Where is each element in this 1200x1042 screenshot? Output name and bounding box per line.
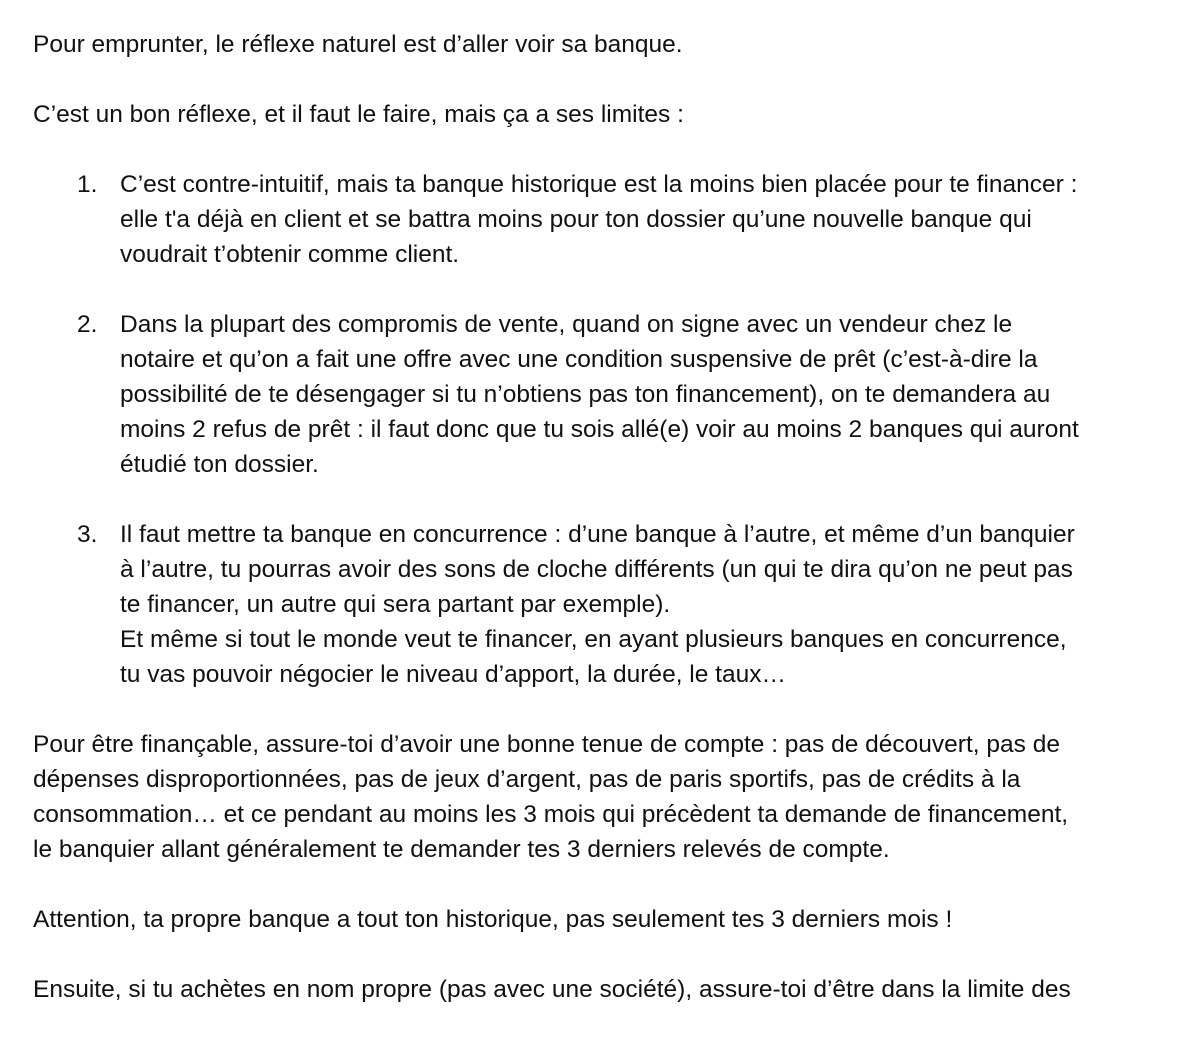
limits-list xyxy=(33,167,1173,692)
list-line: C’est contre-intuitif, mais ta banque historique est la moins bien placée pour te financer : xyxy=(120,171,1078,198)
list-line: notaire et qu’on a fait une offre avec une condition suspensive de prêt (c’est-à-dire la xyxy=(120,346,1038,373)
list-line: tu vas pouvoir négocier le niveau d’apport, la durée, le taux… xyxy=(120,661,786,688)
list-item xyxy=(33,167,1173,272)
list-line: moins 2 refus de prêt : il faut donc que tu sois allé(e) voir au moins 2 banques qui auront xyxy=(120,416,1079,443)
list-line: elle t'a déjà en client et se battra moins pour ton dossier qu’une nouvelle banque qui xyxy=(120,206,1032,233)
partial-paragraph xyxy=(33,972,1173,1007)
intro-paragraph: Pour emprunter, le réflexe naturel est d’aller voir sa banque. xyxy=(33,31,683,58)
warning-paragraph: Attention, ta propre banque a tout ton historique, pas seulement tes 3 derniers mois ! xyxy=(33,906,953,933)
paragraph-line: Ensuite, si tu achètes en nom propre (pas avec une société), assure-toi d’être dans la limite des xyxy=(33,976,1071,1003)
list-number: 3. xyxy=(77,521,98,548)
paragraph-line: Pour être finançable, assure-toi d’avoir une bonne tenue de compte : pas de découvert, pas de xyxy=(33,731,1060,758)
paragraph-line: dépenses disproportionnées, pas de jeux d’argent, pas de paris sportifs, pas de crédits à la xyxy=(33,766,1021,793)
lead-paragraph: C’est un bon réflexe, et il faut le faire, mais ça a ses limites : xyxy=(33,101,684,128)
list-number: 1. xyxy=(77,171,98,198)
list-line: possibilité de te désengager si tu n’obtiens pas ton financement), on te demandera au xyxy=(120,381,1051,408)
list-line: voudrait t’obtenir comme client. xyxy=(120,241,460,268)
list-item xyxy=(33,307,1173,482)
document-body xyxy=(33,27,1173,1042)
list-item xyxy=(33,517,1173,692)
list-line: Dans la plupart des compromis de vente, quand on signe avec un vendeur chez le xyxy=(120,311,1013,338)
financing-paragraph xyxy=(33,727,1173,867)
list-number: 2. xyxy=(77,311,98,338)
paragraph-line: consommation… et ce pendant au moins les 3 mois qui précèdent ta demande de financement, xyxy=(33,801,1069,828)
paragraph-line: le banquier allant généralement te demander tes 3 derniers relevés de compte. xyxy=(33,836,890,863)
list-line: te financer, un autre qui sera partant par exemple). xyxy=(120,591,671,618)
list-line: Il faut mettre ta banque en concurrence : d’une banque à l’autre, et même d’un banquier xyxy=(120,521,1075,548)
list-line: étudié ton dossier. xyxy=(120,451,319,478)
list-line: à l’autre, tu pourras avoir des sons de cloche différents (un qui te dira qu’on ne peut pas xyxy=(120,556,1073,583)
list-line: Et même si tout le monde veut te financer, en ayant plusieurs banques en concurrence, xyxy=(120,626,1067,653)
